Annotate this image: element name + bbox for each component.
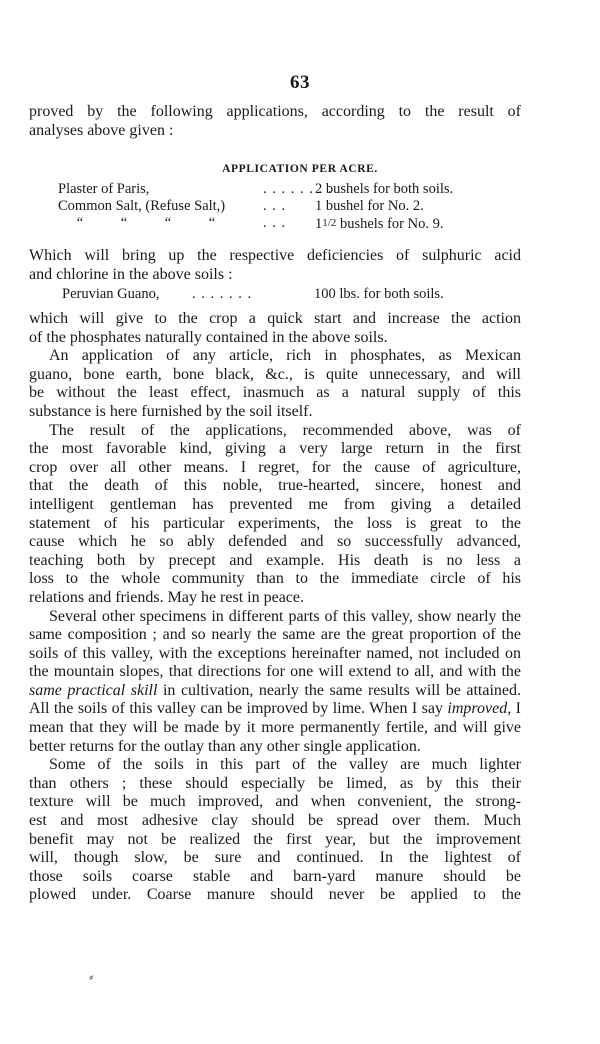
footer-mark: ⸗ [89,970,94,985]
emphasis-same-practical-skill: same practical skill [29,681,158,699]
text-line: The result of the applications, recommended above, was of [49,421,521,439]
application-item: Common Salt, (Refuse Salt,) [58,198,226,214]
text-line: those soils coarse stable and barn-yard manure should be [29,867,521,885]
leader-dots: . . . [263,198,287,214]
text-line: that the death of this noble, true-hearted, sincere, honest and [29,477,521,495]
application-amount: 1 bushel for No. 2. [315,198,424,214]
ditto-mark: “ [164,215,172,231]
text-line: of the phosphates naturally contained in the above soils. [29,328,388,346]
specimens-text: Several other specimens in different parts of this valley, show nearly the same composition ; and so nearly the same are the great proportion of the soils of this valley, with the exceptions hereinafter named, not included on the mountain slopes, that directions for one will extend to all, and with the [29,607,521,681]
text-line: analyses above given : [29,121,174,139]
ditto-mark: “ [120,215,128,231]
amount-text: bushels for No. 9. [339,216,444,232]
text-line: the most favorable kind, giving a very large return in the first [29,440,521,458]
body-text [29,310,521,905]
text-line: than others ; these should especially be limed, as by this their [29,774,521,792]
text-line: relations and friends. May he rest in peace. [29,588,305,606]
text-line: be without the least effect, inasmuch as a natural supply of this [29,384,521,402]
text-line: proved by the following applications, according to the result of [29,103,521,120]
lighter-soils-paragraph [29,756,521,905]
text-line: guano, bone earth, bone black, &c., is quite unnecessary, and will [29,365,521,383]
text-line: texture will be much improved, and when convenient, the strong- [29,793,521,811]
amount-whole: 1 [315,216,323,232]
text-line: benefit may not be realized the first year, but the improvement [29,830,521,848]
chlorine-paragraph [29,247,521,284]
text-line: Which will bring up the respective deficiencies of sulphuric acid [29,247,521,264]
text-line: cause which he so ably defended and so successfully advanced, [29,533,521,551]
text-line: intelligent gentleman has prevented me from giving a detailed [29,495,521,513]
text-line: will, though slow, be sure and continued. In the lightest of [29,849,521,867]
text-line: and chlorine in the above soils : [29,265,233,283]
emphasis-improved: improved, [447,700,512,718]
ditto-marks [58,215,263,233]
result-paragraph [29,422,521,608]
text-line: Some of the soils in this part of the valley are much lighter [49,756,521,774]
specimens-paragraph [29,608,521,757]
application-row [58,215,498,233]
text-line: teaching both by precept and example. His death is no less a [29,551,521,569]
application-row [58,198,498,215]
specimens-text: in cultivation, nearly the same results will be attained. All the soils of this valley can be improved by lime. When I say [29,681,521,718]
application-item: Peruvian Guano, [62,286,160,302]
text-line: est and most adhesive clay should be spread over them. Much [29,812,521,830]
text-line: which will give to the crop a quick start and increase the action [29,310,521,327]
ditto-mark: “ [76,215,84,231]
text-line: loss to the whole community than to the immediate circle of his [29,570,521,588]
text-line: statement of his particular experiments, the loss is great to the [29,514,521,532]
quick-start-paragraph [29,310,521,347]
application-item: Plaster of Paris, [58,181,150,197]
text-line: plowed under. Coarse manure should never be applied to the [29,886,521,904]
text-line: An application of any article, rich in phosphates, as Mexican [49,347,521,365]
application-amount: 2 bushels for both soils. [315,181,454,197]
text-line: crop over all other means. I regret, for the cause of agriculture, [29,458,521,476]
leader-dots: . . . . . . . [192,286,253,302]
application-heading: APPLICATION PER ACRE. [222,163,378,175]
application-amount [315,215,498,233]
ditto-mark: “ [208,215,216,231]
application-table [58,181,498,233]
text-line: substance is here furnished by the soil itself. [29,402,313,420]
intro-paragraph [29,103,521,140]
application-row [58,181,498,198]
page-number: 63 [290,72,310,93]
leader-dots: . . . . . . . . [263,181,333,197]
leader-dots: . . . [263,215,287,231]
application-amount: 100 lbs. for both soils. [314,286,444,302]
amount-fraction: 1/2 [322,217,337,229]
specimens-text: I mean that they will be made by it more permanently fertile, and will give better returns for the outlay than any other single application. [29,700,521,755]
guano-row [62,286,502,303]
phosphates-paragraph [29,347,521,421]
